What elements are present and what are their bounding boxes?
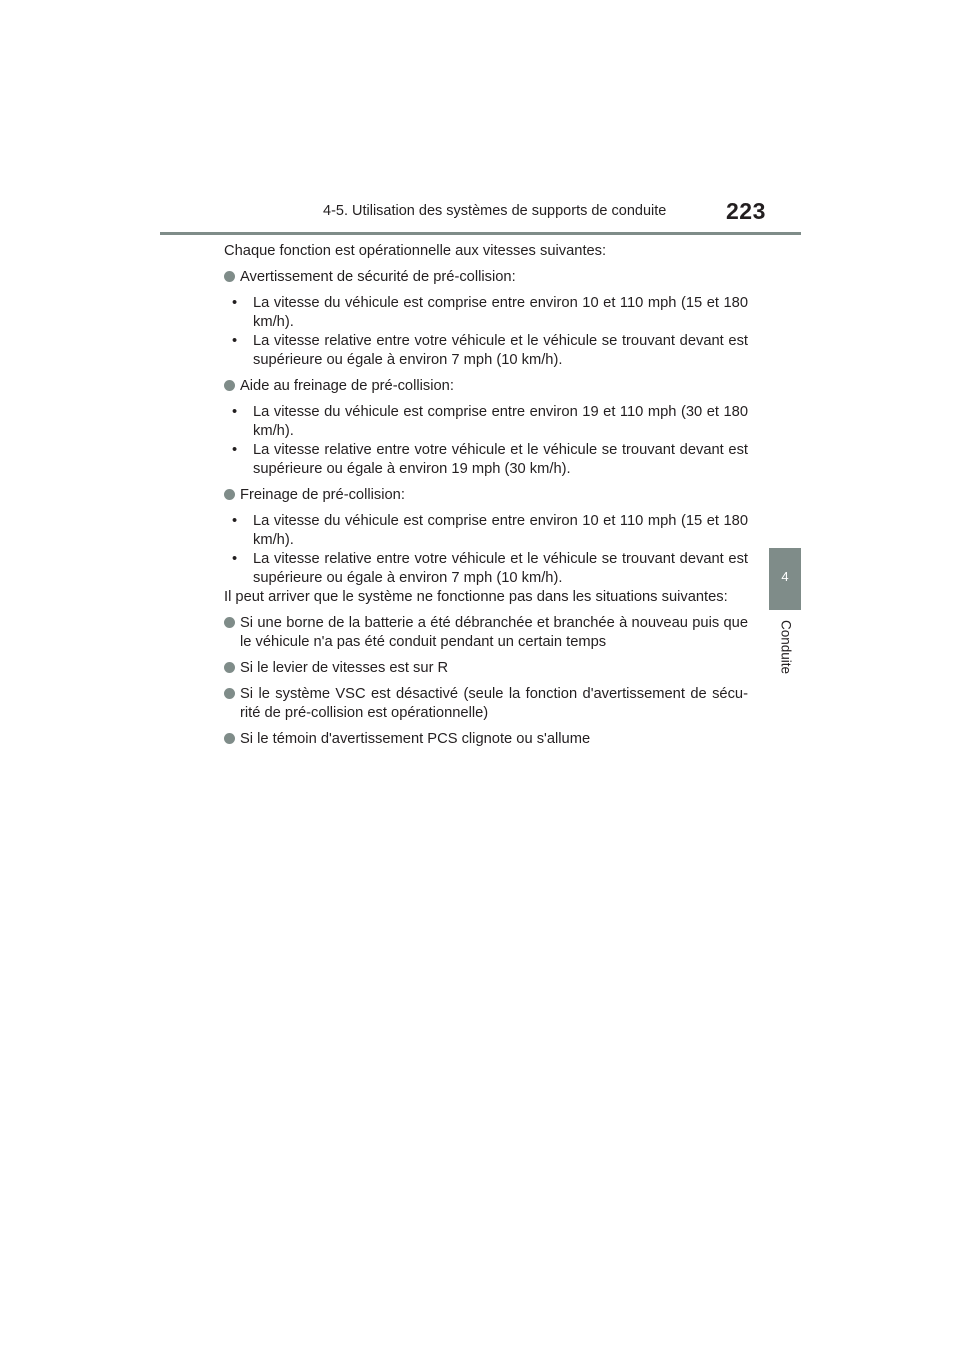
section-title: 4-5. Utilisation des systèmes de supports de conduite bbox=[323, 203, 667, 219]
condition-item bbox=[224, 294, 748, 332]
bullet-dot-icon bbox=[224, 489, 235, 500]
condition-text: La vitesse du véhicule est comprise entre environ 19 et 110 mph (30 et 180 km/h). bbox=[253, 404, 748, 439]
function-title: Freinage de pré-collision: bbox=[240, 487, 405, 503]
condition-item bbox=[224, 332, 748, 370]
condition-item bbox=[224, 403, 748, 441]
condition-list bbox=[224, 294, 748, 370]
condition-text: La vitesse relative entre votre véhicule et le véhicule se trouvant devant est supérieure ou égale à environ 7 mph (10 km/h). bbox=[253, 333, 748, 368]
condition-item bbox=[224, 512, 748, 550]
bullet-dot-icon bbox=[224, 733, 235, 744]
function-title: Aide au freinage de pré-collision: bbox=[240, 378, 454, 394]
bullet-dot-icon bbox=[224, 617, 235, 628]
bullet-dot-icon bbox=[224, 271, 235, 282]
condition-item bbox=[224, 550, 748, 588]
situation-item bbox=[224, 730, 748, 749]
condition-list bbox=[224, 512, 748, 588]
situation-text: Si une borne de la batterie a été débranchée et branchée à nouveau puis que le véhicule n'a pas été conduit pendant un certain temps bbox=[240, 615, 748, 650]
situation-item bbox=[224, 685, 748, 723]
condition-list bbox=[224, 403, 748, 479]
situation-item bbox=[224, 614, 748, 652]
chapter-label: Conduite bbox=[778, 619, 794, 675]
page-content bbox=[224, 242, 748, 756]
sub-bullet-icon: • bbox=[232, 404, 238, 420]
bullet-dot-icon bbox=[224, 662, 235, 673]
situations-intro: Il peut arriver que le système ne fonctionne pas dans les situations suivantes: bbox=[224, 589, 728, 605]
situation-text: Si le témoin d'avertissement PCS clignote ou s'allume bbox=[240, 731, 591, 747]
condition-text: La vitesse relative entre votre véhicule et le véhicule se trouvant devant est supérieure ou égale à environ 19 mph (30 km/h). bbox=[253, 442, 748, 477]
bullet-dot-icon bbox=[224, 380, 235, 391]
function-item bbox=[224, 486, 748, 505]
bullet-dot-icon bbox=[224, 688, 235, 699]
chapter-tab: 4 bbox=[769, 548, 801, 610]
situation-text: Si le système VSC est désactivé (seule la fonction d'avertissement de sécu-rité de pré-collision est opérationnelle) bbox=[240, 686, 748, 721]
situation-item bbox=[224, 659, 748, 678]
function-item bbox=[224, 377, 748, 396]
page-number: 223 bbox=[726, 198, 766, 224]
sub-bullet-icon: • bbox=[232, 295, 238, 311]
function-title: Avertissement de sécurité de pré-collision: bbox=[240, 269, 516, 285]
condition-item bbox=[224, 441, 748, 479]
situation-text: Si le levier de vitesses est sur R bbox=[240, 660, 449, 676]
header-divider bbox=[160, 232, 801, 235]
condition-text: La vitesse du véhicule est comprise entre environ 10 et 110 mph (15 et 180 km/h). bbox=[253, 513, 748, 548]
condition-text: La vitesse relative entre votre véhicule et le véhicule se trouvant devant est supérieure ou égale à environ 7 mph (10 km/h). bbox=[253, 551, 748, 586]
sub-bullet-icon: • bbox=[232, 442, 238, 458]
intro-text: Chaque fonction est opérationnelle aux vitesses suivantes: bbox=[224, 243, 607, 259]
sub-bullet-icon: • bbox=[232, 333, 238, 349]
sub-bullet-icon: • bbox=[232, 513, 238, 529]
sub-bullet-icon: • bbox=[232, 551, 238, 567]
condition-text: La vitesse du véhicule est comprise entre environ 10 et 110 mph (15 et 180 km/h). bbox=[253, 295, 748, 330]
function-item bbox=[224, 268, 748, 287]
